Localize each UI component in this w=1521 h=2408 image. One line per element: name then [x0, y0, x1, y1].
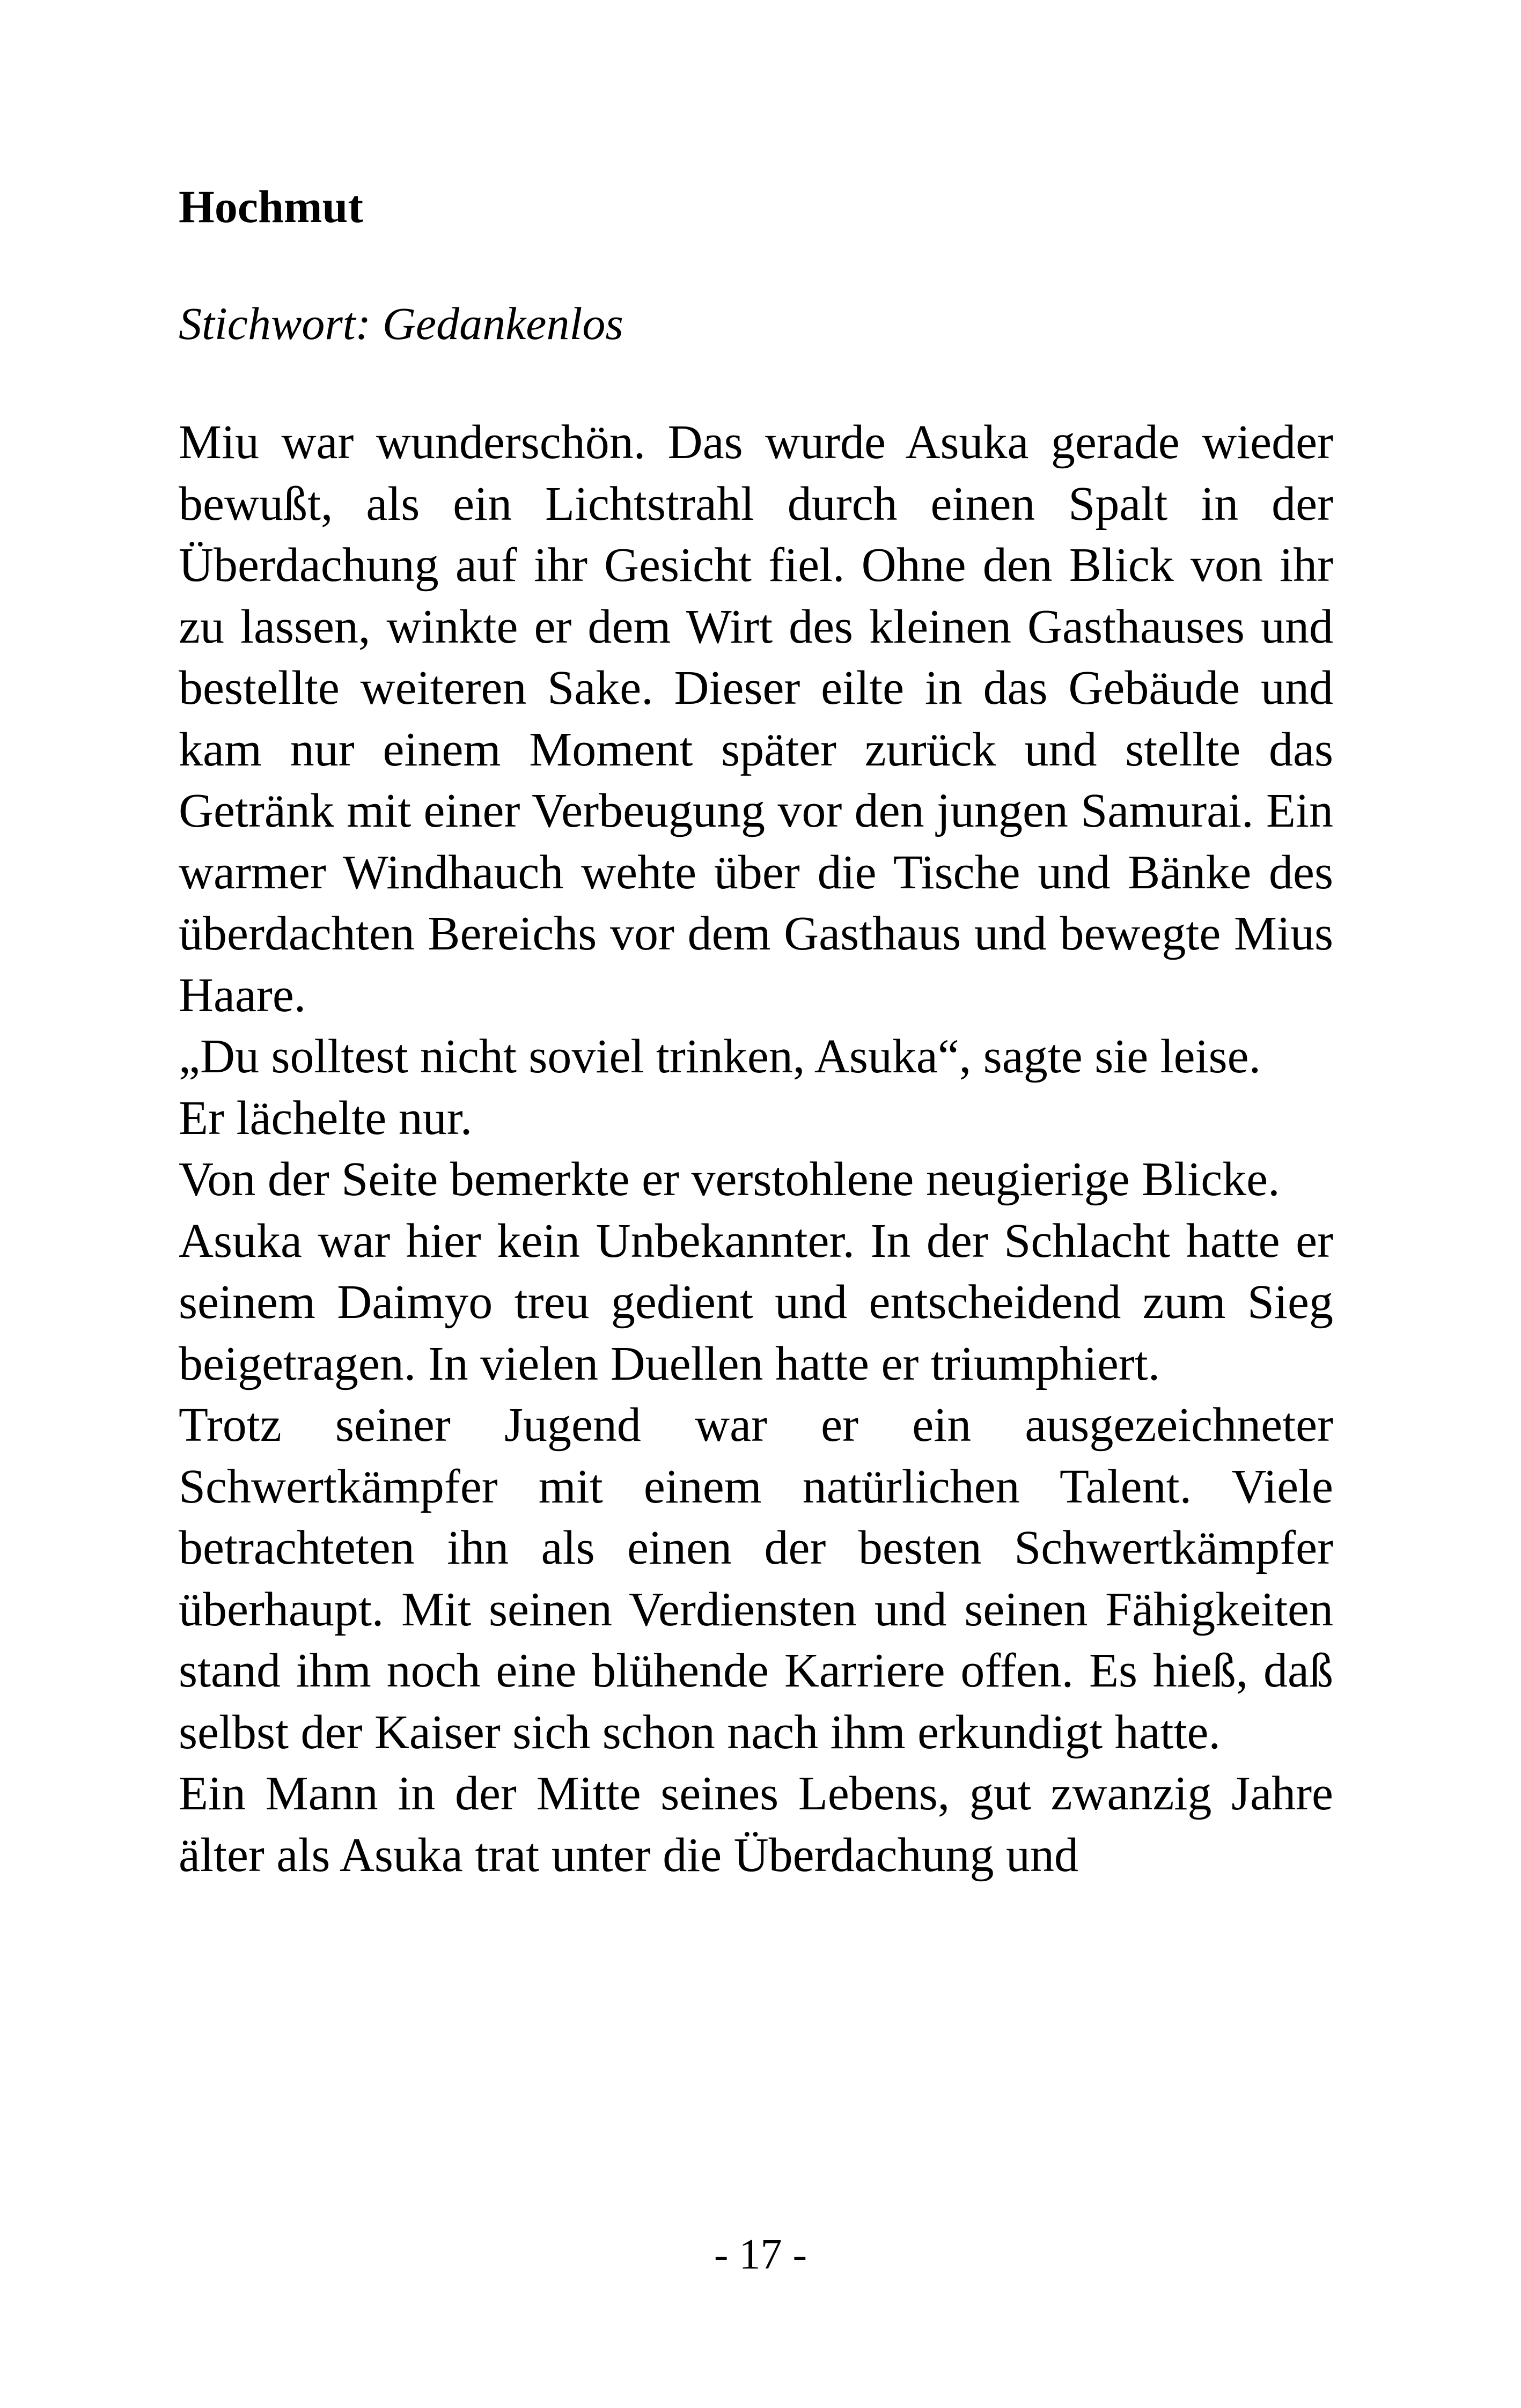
story-text — [179, 412, 1333, 1886]
paragraph: Asuka war hier kein Unbekannter. In der Schlacht hatte er seinem Daimyo treu gedient und entscheidend zum Sieg beigetragen. In vielen Duellen hatte er triumphiert. — [179, 1214, 1333, 1390]
paragraph: Miu war wunderschön. Das wurde Asuka gerade wieder bewußt, als ein Lichtstrahl durch einen Spalt in der Überdachung auf ihr Gesicht fiel. Ohne den Blick von ihr zu lassen, winkte er dem Wirt des kleinen Gasthauses und bestellte weiteren Sake. Dieser eilte in das Gebäude und kam nur einem Moment später zurück und stellte das Getränk mit einer Verbeugung vor den jungen Samurai. Ein warmer Windhauch wehte über die Tische und Bänke des überdachten Bereichs vor dem Gasthaus und bewegte Mius Haare. — [179, 416, 1333, 1022]
chapter-keyword: Stichwort: Gedankenlos — [179, 298, 623, 349]
paragraph: Er lächelte nur. — [179, 1091, 473, 1145]
paragraph: Trotz seiner Jugend war er ein ausgezeichneter Schwertkämpfer mit einem natürlichen Talent. Viele betrachteten ihn als einen der besten Schwertkämpfer überhaupt. Mit seinen Verdiensten und seinen Fähigkeiten stand ihm noch eine blühende Karriere offen. Es hieß, daß selbst der Kaiser sich schon nach ihm erkundigt hatte. — [179, 1398, 1333, 1759]
paragraph: Von der Seite bemerkte er verstohlene neugierige Blicke. — [179, 1153, 1280, 1206]
chapter-title: Hochmut — [179, 181, 363, 232]
paragraph: Ein Mann in der Mitte seines Lebens, gut zwanzig Jahre älter als Asuka trat unter die Überdachung und — [179, 1767, 1333, 1882]
page-content — [179, 174, 1333, 1886]
paragraph: „Du solltest nicht soviel trinken, Asuka“, sagte sie leise. — [179, 1030, 1261, 1083]
page-number: - 17 - — [714, 2231, 807, 2278]
